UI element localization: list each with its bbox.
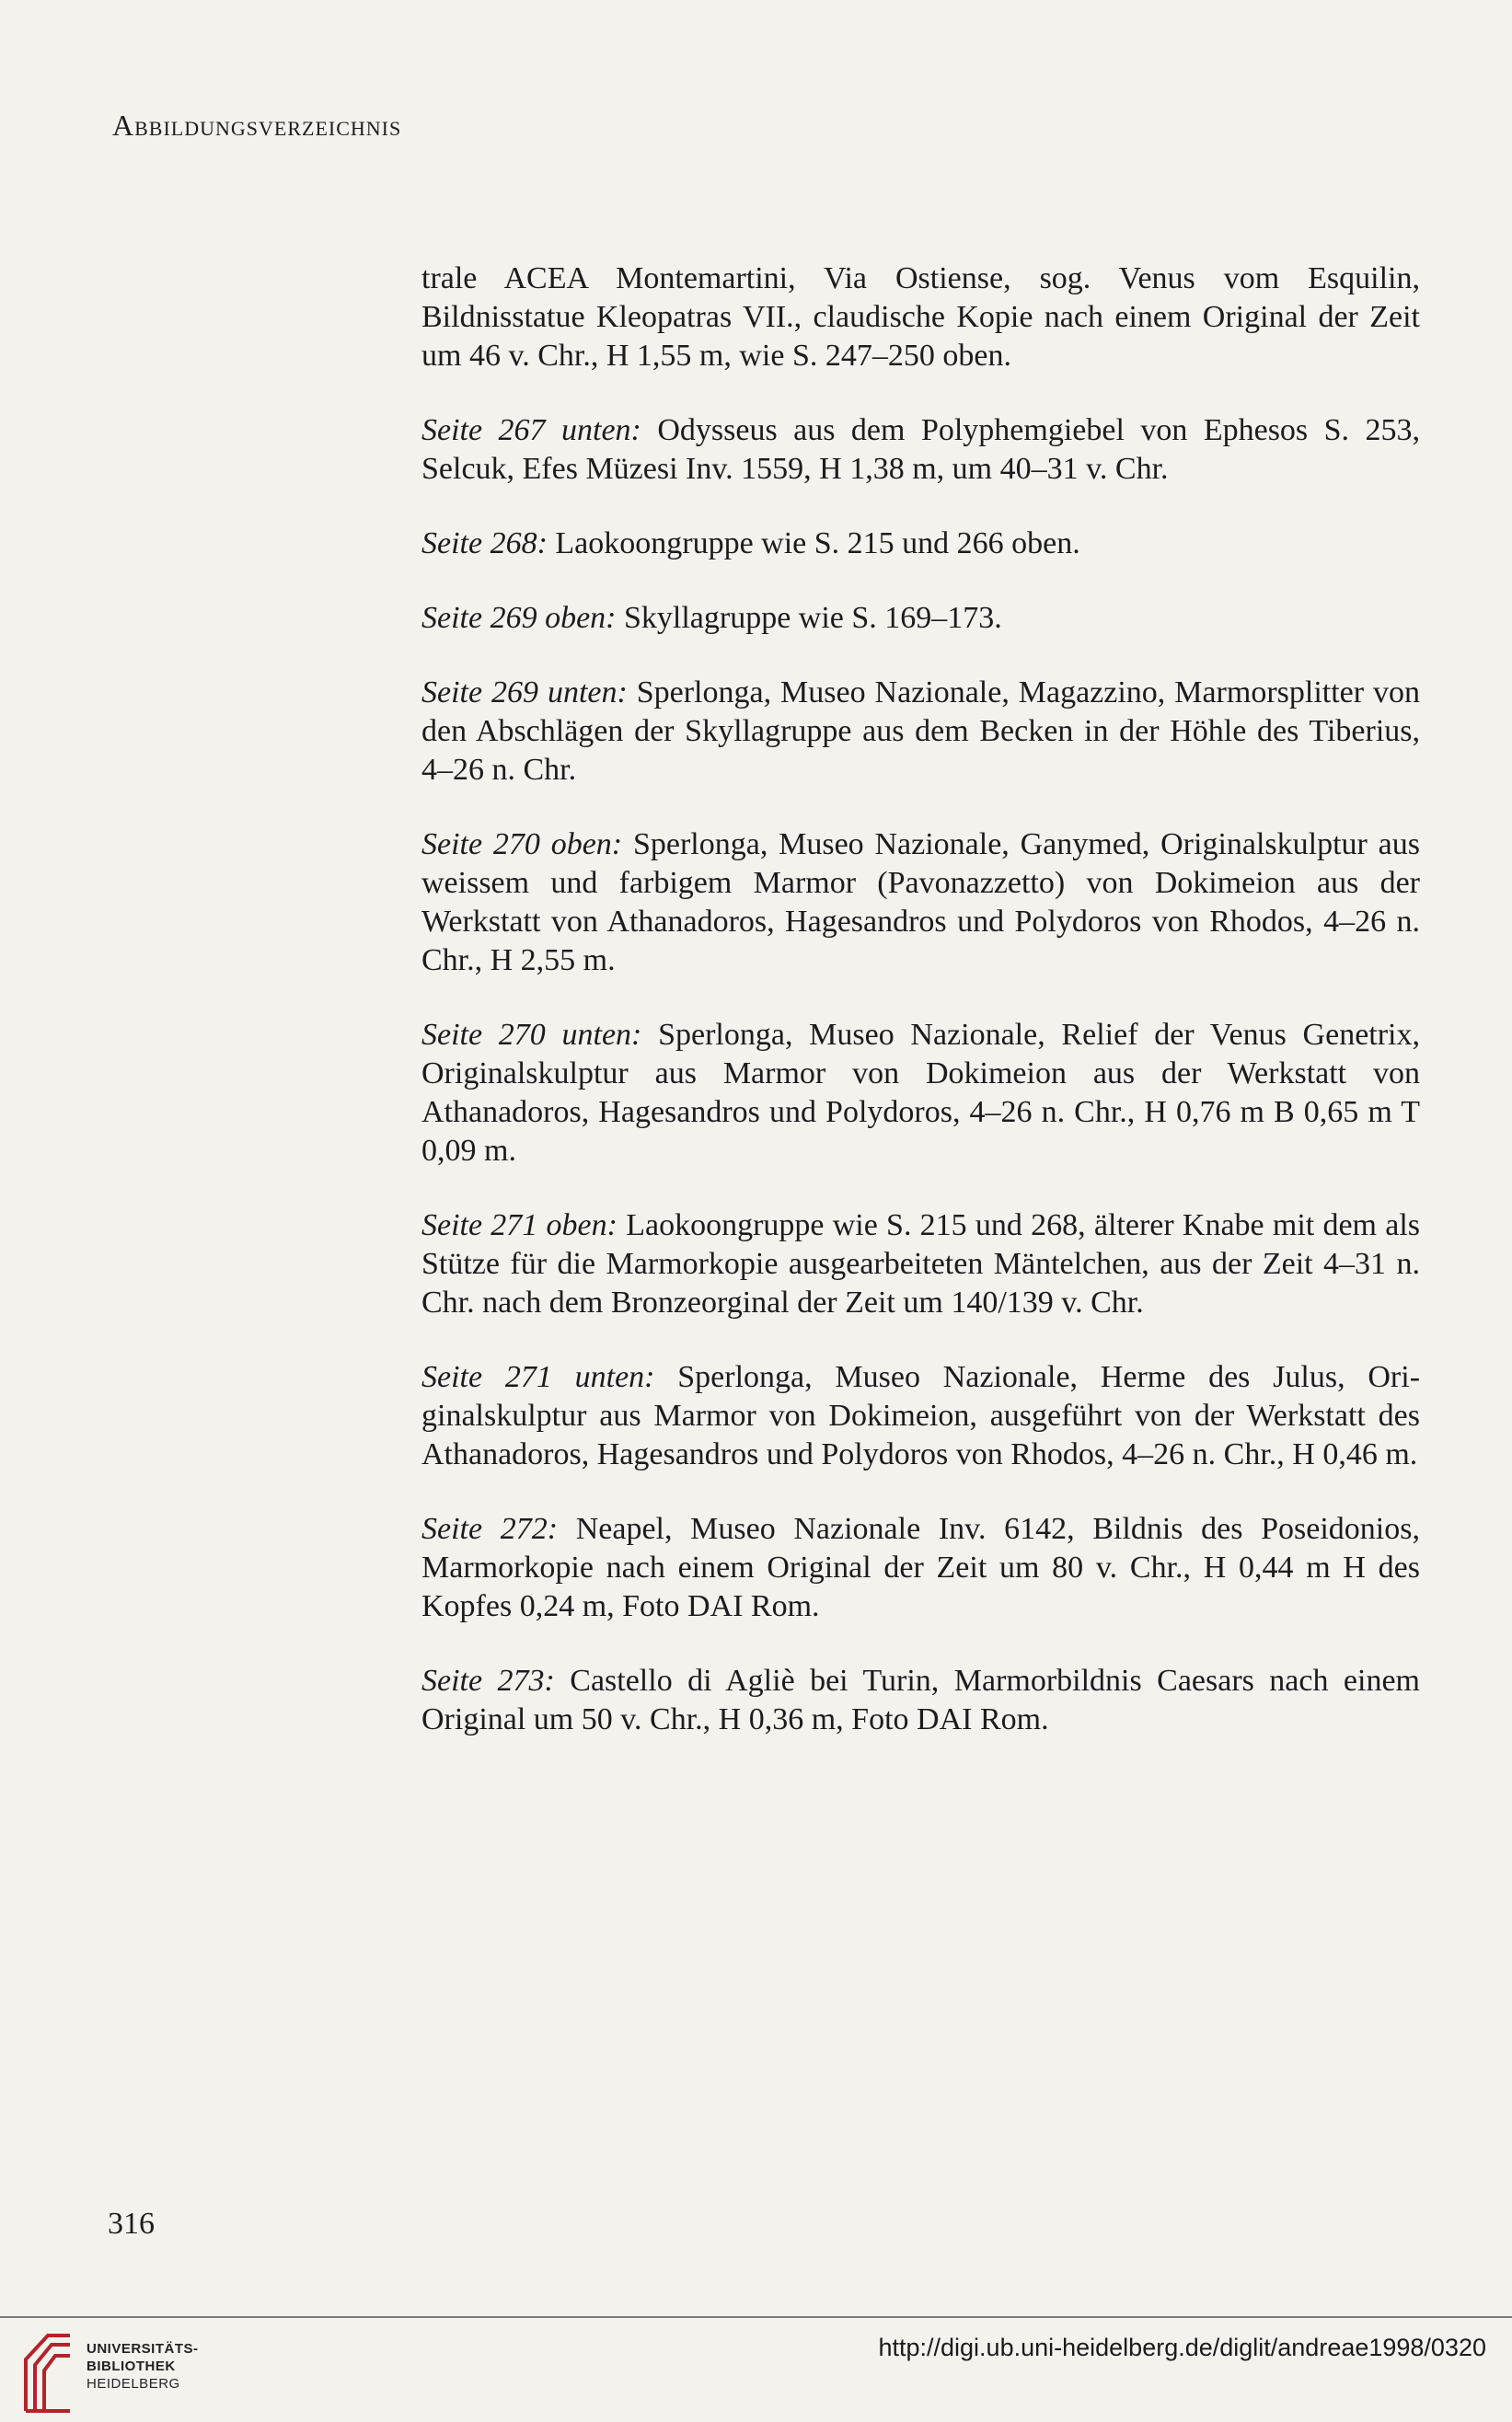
entry-reference: Seite 271 unten: xyxy=(421,1360,655,1394)
library-logo-text xyxy=(87,2340,199,2393)
figure-list xyxy=(421,260,1420,1775)
entry-text: Sperlonga, Museo Nazionale, Magazzino, Marmorsplitter von den Abschlägen der Skyllagruppe aus dem Becken in der Höhle des Tiberius, 4–26 n. Chr. xyxy=(421,675,1420,787)
entry-reference: Seite 269 unten: xyxy=(421,675,628,709)
list-item xyxy=(421,674,1420,790)
list-item xyxy=(421,599,1420,638)
list-item xyxy=(421,1510,1420,1626)
entry-reference: Seite 268: xyxy=(421,526,548,560)
list-item xyxy=(421,1206,1420,1322)
list-item xyxy=(421,411,1420,489)
source-url-link[interactable]: http://digi.ub.uni-heidelberg.de/diglit/andreae1998/0320 xyxy=(878,2334,1486,2361)
entry-text: Neapel, Museo Nazionale Inv. 6142, Bildnis des Poseidonios, Marmorkopie nach einem Original der Zeit um 80 v. Chr., H 0,44 m H des Kopfes 0,24 m, Foto DAI Rom. xyxy=(421,1512,1420,1623)
running-header: Abbildungsverzeichnis xyxy=(112,109,402,142)
entry-text: Sperlonga, Museo Nazionale, Herme des Julus, Originalskulptur aus Marmor von Dokimeion, ausgeführt von der Werkstatt des Athanadoros, Hagesandros und Polydoros von Rhodos, 4–26 n. Chr., H 0,46 m. xyxy=(421,1360,1421,1471)
list-item xyxy=(421,1662,1420,1739)
library-logo-icon xyxy=(20,2328,75,2415)
entry-text: Laokoongruppe wie S. 215 und 268, älterer Knabe mit dem als Stütze für die Marmorkopie ausgearbeiteten Mäntelchen, aus der Zeit 4–31 n. Chr. nach dem Bronzeorginal der Zeit um 140/139 v. Chr. xyxy=(421,1208,1420,1320)
logo-line: UNIVERSITÄTS- xyxy=(87,2341,199,2357)
page-number: 316 xyxy=(108,2207,155,2241)
entry-text: Skyllagruppe wie S. 169–173. xyxy=(624,601,1002,635)
entry-reference: Seite 270 oben: xyxy=(421,827,623,861)
logo-line: BIBLIOTHEK xyxy=(87,2359,176,2374)
footer-divider xyxy=(0,2316,1512,2318)
logo-line: HEIDELBERG xyxy=(87,2376,180,2392)
list-item xyxy=(421,260,1420,375)
list-item xyxy=(421,525,1420,563)
entry-reference: Seite 267 unten: xyxy=(421,413,641,447)
entry-reference: Seite 269 oben: xyxy=(421,601,617,635)
entry-reference: Seite 272: xyxy=(421,1512,559,1546)
entry-reference: Seite 273: xyxy=(421,1664,555,1698)
entry-text: Castello di Agliè bei Turin, Marmorbildnis Caesars nach einem Original um 50 v. Chr., H 0,36 m, Foto DAI Rom. xyxy=(421,1664,1420,1736)
entry-reference: Seite 270 unten: xyxy=(421,1018,642,1052)
entry-text: Odysseus aus dem Polyphemgiebel von Ephesos S. 253, Selcuk, Efes Müzesi Inv. 1559, H 1,38 m, um 40–31 v. Chr. xyxy=(421,413,1420,486)
entry-text: trale ACEA Montemartini, Via Ostiense, sog. Venus vom Esquilin, Bildnisstatue Kleopatras VII., claudische Kopie nach einem Original der Zeit um 46 v. Chr., H 1,55 m, wie S. 247–250 oben. xyxy=(421,261,1420,373)
list-item xyxy=(421,1358,1420,1474)
entry-text: Laokoongruppe wie S. 215 und 266 oben. xyxy=(555,526,1080,560)
entry-text: Sperlonga, Museo Nazionale, Ganymed, Originalskulptur aus weissem und farbigem Marmor (Pavonazzetto) von Dokimeion aus der Werkstatt von Athanadoros, Hagesandros und Polydoros von Rhodos, 4–26 n. Chr., H 2,55 m. xyxy=(421,827,1421,977)
list-item xyxy=(421,1016,1420,1171)
list-item xyxy=(421,825,1420,980)
entry-reference: Seite 271 oben: xyxy=(421,1208,617,1242)
entry-text: Sperlonga, Museo Nazionale, Relief der Venus Genetrix, Originalskulptur aus Marmor von Dokimeion aus der Werkstatt von Athanadoros, Hagesandros und Polydoros, 4–26 n. Chr., H 0,76 m B 0,65 m T 0,09 m. xyxy=(421,1018,1421,1168)
